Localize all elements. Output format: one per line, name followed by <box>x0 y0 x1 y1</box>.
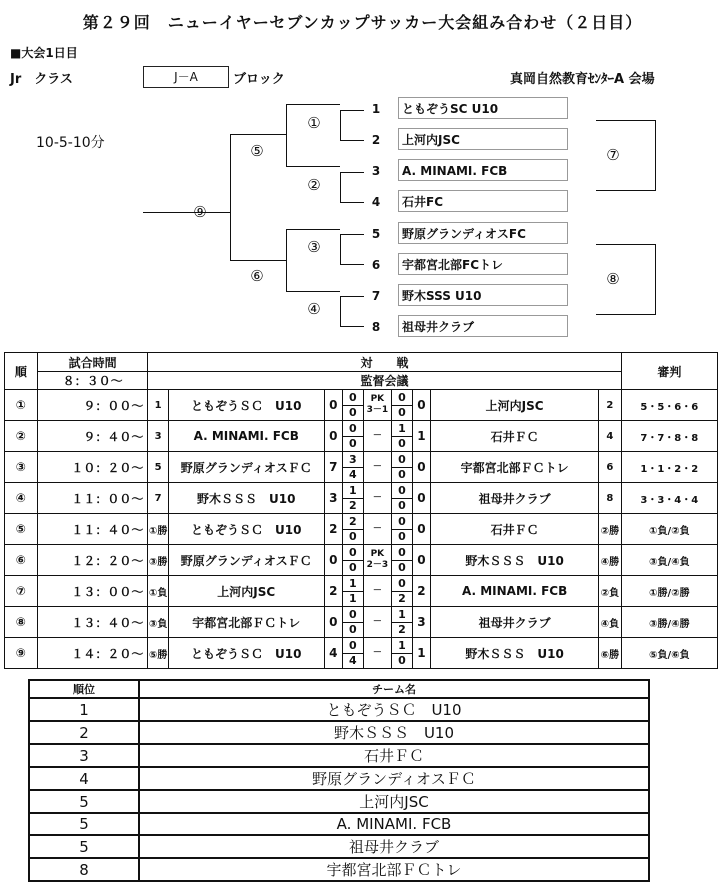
team-slot: 野木SSS U10 <box>398 284 568 306</box>
match-time: ９：００～ <box>37 390 148 421</box>
match-number: ④ <box>5 483 38 514</box>
right-half1: 0 <box>392 577 411 592</box>
team-header: チーム名 <box>139 680 649 698</box>
rank-value: 5 <box>29 835 139 858</box>
match-number: ② <box>5 421 38 452</box>
right-half2: 0 <box>398 498 406 512</box>
header-referee: 審判 <box>621 353 717 390</box>
match-time: １０：２０～ <box>37 452 148 483</box>
mid-label: PK <box>370 549 385 559</box>
rank-team: 宇都宮北部ＦＣトレ <box>139 858 649 881</box>
left-team: ともぞうＳＣ U10 <box>168 390 324 421</box>
referee-assign: ③勝/④勝 <box>621 607 717 638</box>
referee-assign: ⑤負/⑥負 <box>621 638 717 669</box>
team-number: 4 <box>371 195 381 209</box>
right-seed: ②勝 <box>599 514 622 545</box>
match-row <box>5 483 718 514</box>
rank-team: 野木ＳＳＳ U10 <box>139 721 649 744</box>
left-seed: ①勝 <box>148 514 168 545</box>
match-time: １１：４０～ <box>37 514 148 545</box>
right-score: 0 <box>412 452 430 483</box>
left-team: 宇都宮北部ＦＣトレ <box>168 607 324 638</box>
block-suffix: ブロック <box>233 72 285 87</box>
left-half2: 0 <box>348 529 357 543</box>
header-match: 対 戦 <box>148 353 621 372</box>
left-half1: 0 <box>343 422 362 437</box>
pk-score: 3－1 <box>366 405 389 415</box>
right-half2: 0 <box>398 653 406 667</box>
team-number: 6 <box>371 258 381 272</box>
team-slot: 上河内JSC <box>398 128 568 150</box>
right-seed: ④負 <box>599 607 622 638</box>
right-score: 0 <box>412 545 430 576</box>
match-time: ９：４０～ <box>37 421 148 452</box>
bracket-match-1: ① <box>307 114 321 132</box>
left-team: 野木ＳＳＳ U10 <box>168 483 324 514</box>
referee-assign: 1・1・2・2 <box>621 452 717 483</box>
mid-label: － <box>372 461 382 472</box>
left-half1: 0 <box>343 391 362 406</box>
block-box: J－A <box>143 66 229 88</box>
right-seed: ⑥勝 <box>599 638 622 669</box>
left-score: 0 <box>324 607 342 638</box>
mid-label: － <box>372 585 382 596</box>
match-row <box>5 638 718 669</box>
right-score: 0 <box>412 483 430 514</box>
left-half2: 0 <box>348 622 357 636</box>
match-number: ⑦ <box>5 576 38 607</box>
match-time: １２：２０～ <box>37 545 148 576</box>
right-half1: 0 <box>392 484 411 499</box>
class-label: Jr クラス <box>10 72 73 87</box>
right-score: 1 <box>412 421 430 452</box>
left-half2: 4 <box>348 467 357 481</box>
team-number: 2 <box>371 133 381 147</box>
rank-team: ともぞうＳＣ U10 <box>139 698 649 721</box>
left-score: 3 <box>324 483 342 514</box>
right-seed: ②負 <box>599 576 622 607</box>
left-half2: 0 <box>348 436 357 450</box>
ranking-row <box>29 744 649 767</box>
right-half1: 1 <box>392 639 411 654</box>
match-time: １４：２０～ <box>37 638 148 669</box>
header-order: 順 <box>5 353 38 390</box>
left-seed: 5 <box>148 452 168 483</box>
left-half1: 1 <box>343 577 362 592</box>
right-half2: 2 <box>398 591 406 605</box>
team-number: 1 <box>371 102 381 116</box>
team-number: 5 <box>371 227 381 241</box>
right-score: 3 <box>412 607 430 638</box>
right-team: A. MINAMI. FCB <box>431 576 599 607</box>
right-half2: 0 <box>398 529 406 543</box>
ranking-row <box>29 698 649 721</box>
left-seed: ③負 <box>148 607 168 638</box>
page-title: 第２９回 ニューイヤーセブンカップサッカー大会組み合わせ（２日目） <box>82 13 643 32</box>
right-half1: 0 <box>392 453 411 468</box>
left-seed: ③勝 <box>148 545 168 576</box>
right-seed: 2 <box>599 390 622 421</box>
referee-assign: ③負/④負 <box>621 545 717 576</box>
bracket-match-4: ④ <box>307 300 321 318</box>
match-row <box>5 576 718 607</box>
left-half2: 4 <box>348 653 357 667</box>
left-score: 0 <box>324 390 342 421</box>
left-score: 2 <box>324 514 342 545</box>
left-team: A. MINAMI. FCB <box>168 421 324 452</box>
mid-label: － <box>372 647 382 658</box>
left-score: 7 <box>324 452 342 483</box>
rank-value: 2 <box>29 721 139 744</box>
left-half2: 1 <box>348 591 357 605</box>
team-slot: 石井FC <box>398 190 568 212</box>
right-half1: 0 <box>392 391 411 406</box>
left-score: 0 <box>324 545 342 576</box>
mid-label: － <box>372 616 382 627</box>
ranking-table <box>28 679 650 882</box>
match-number: ③ <box>5 452 38 483</box>
rank-value: 5 <box>29 813 139 835</box>
match-row <box>5 607 718 638</box>
bracket-match-7: ⑦ <box>606 146 620 164</box>
match-format: 10-5-10分 <box>36 135 105 151</box>
rank-team: A. MINAMI. FCB <box>139 813 649 835</box>
schedule-table <box>4 352 718 669</box>
ranking-row <box>29 767 649 790</box>
right-half2: 2 <box>398 622 406 636</box>
right-half1: 0 <box>392 546 411 561</box>
left-half1: 3 <box>343 453 362 468</box>
right-team: 石井ＦＣ <box>431 514 599 545</box>
pk-score: 2－3 <box>366 560 389 570</box>
left-half2: 0 <box>348 560 357 574</box>
team-number: 8 <box>371 320 381 334</box>
team-slot: A. MINAMI. FCB <box>398 159 568 181</box>
team-slot: 宇都宮北部FCトレ <box>398 253 568 275</box>
rank-team: 石井ＦＣ <box>139 744 649 767</box>
header-meeting: 監督会議 <box>148 372 621 390</box>
mid-label: PK <box>370 394 385 404</box>
rank-team: 上河内JSC <box>139 790 649 813</box>
left-team: 上河内JSC <box>168 576 324 607</box>
right-team: 祖母井クラブ <box>431 607 599 638</box>
left-half2: 2 <box>348 498 357 512</box>
referee-assign: 7・7・8・8 <box>621 421 717 452</box>
ranking-row <box>29 858 649 881</box>
left-half2: 0 <box>348 405 357 419</box>
mid-label: － <box>372 430 382 441</box>
left-seed: 7 <box>148 483 168 514</box>
left-team: ともぞうＳＣ U10 <box>168 638 324 669</box>
left-half1: 2 <box>343 515 362 530</box>
referee-assign: 3・3・4・4 <box>621 483 717 514</box>
match-number: ① <box>5 390 38 421</box>
team-slot: 祖母井クラブ <box>398 315 568 337</box>
right-score: 0 <box>412 390 430 421</box>
left-half1: 0 <box>343 546 362 561</box>
rank-team: 祖母井クラブ <box>139 835 649 858</box>
team-slot: ともぞうSC U10 <box>398 97 568 119</box>
right-half1: 0 <box>392 515 411 530</box>
ranking-row <box>29 790 649 813</box>
bracket-match-8: ⑧ <box>606 270 620 288</box>
right-score: 1 <box>412 638 430 669</box>
match-number: ⑨ <box>5 638 38 669</box>
left-score: 0 <box>324 421 342 452</box>
right-seed: 6 <box>599 452 622 483</box>
match-row <box>5 545 718 576</box>
left-seed: ①負 <box>148 576 168 607</box>
match-row <box>5 514 718 545</box>
bracket-match-9: ⑨ <box>193 203 207 221</box>
right-half2: 0 <box>398 436 406 450</box>
rank-header: 順位 <box>29 680 139 698</box>
right-seed: 4 <box>599 421 622 452</box>
right-team: 上河内JSC <box>431 390 599 421</box>
right-half2: 0 <box>398 405 406 419</box>
left-seed: 3 <box>148 421 168 452</box>
right-team: 祖母井クラブ <box>431 483 599 514</box>
match-row <box>5 390 718 421</box>
bracket-match-5: ⑤ <box>250 142 264 160</box>
right-team: 石井ＦＣ <box>431 421 599 452</box>
match-row <box>5 452 718 483</box>
right-score: 0 <box>412 514 430 545</box>
header-time: 試合時間 <box>37 353 148 372</box>
mid-label: － <box>372 492 382 503</box>
left-seed: ⑤勝 <box>148 638 168 669</box>
left-team: 野原グランディオスＦＣ <box>168 545 324 576</box>
ranking-row <box>29 835 649 858</box>
rank-value: 8 <box>29 858 139 881</box>
right-half1: 1 <box>392 422 411 437</box>
day-label: ■大会1日目 <box>10 46 78 60</box>
match-time: １１：００～ <box>37 483 148 514</box>
rank-team: 野原グランディオスＦＣ <box>139 767 649 790</box>
right-half2: 0 <box>398 560 406 574</box>
rank-value: 1 <box>29 698 139 721</box>
left-score: 4 <box>324 638 342 669</box>
mid-label: － <box>372 523 382 534</box>
match-time: １３：００～ <box>37 576 148 607</box>
team-slot: 野原グランディオスFC <box>398 222 568 244</box>
match-number: ⑤ <box>5 514 38 545</box>
left-half1: 0 <box>343 639 362 654</box>
left-team: ともぞうＳＣ U10 <box>168 514 324 545</box>
bracket-match-6: ⑥ <box>250 267 264 285</box>
right-seed: 8 <box>599 483 622 514</box>
right-score: 2 <box>412 576 430 607</box>
match-number: ⑥ <box>5 545 38 576</box>
ranking-row <box>29 813 649 835</box>
right-team: 野木ＳＳＳ U10 <box>431 638 599 669</box>
ranking-row <box>29 721 649 744</box>
left-half1: 0 <box>343 608 362 623</box>
start-time: ８：３０～ <box>37 372 148 390</box>
referee-assign: ①負/②負 <box>621 514 717 545</box>
referee-assign: ①勝/②勝 <box>621 576 717 607</box>
right-team: 宇都宮北部ＦＣトレ <box>431 452 599 483</box>
bracket-match-2: ② <box>307 176 321 194</box>
left-score: 2 <box>324 576 342 607</box>
match-time: １３：４０～ <box>37 607 148 638</box>
rank-value: 5 <box>29 790 139 813</box>
right-seed: ④勝 <box>599 545 622 576</box>
team-number: 3 <box>371 164 381 178</box>
left-half1: 1 <box>343 484 362 499</box>
team-number: 7 <box>371 289 381 303</box>
rank-value: 3 <box>29 744 139 767</box>
match-row <box>5 421 718 452</box>
rank-value: 4 <box>29 767 139 790</box>
left-team: 野原グランディオスＦＣ <box>168 452 324 483</box>
venue-label: 真岡自然教育ｾﾝﾀｰA 会場 <box>510 72 655 87</box>
left-seed: 1 <box>148 390 168 421</box>
referee-assign: 5・5・6・6 <box>621 390 717 421</box>
right-team: 野木ＳＳＳ U10 <box>431 545 599 576</box>
right-half1: 1 <box>392 608 411 623</box>
match-number: ⑧ <box>5 607 38 638</box>
right-half2: 0 <box>398 467 406 481</box>
bracket-match-3: ③ <box>307 238 321 256</box>
